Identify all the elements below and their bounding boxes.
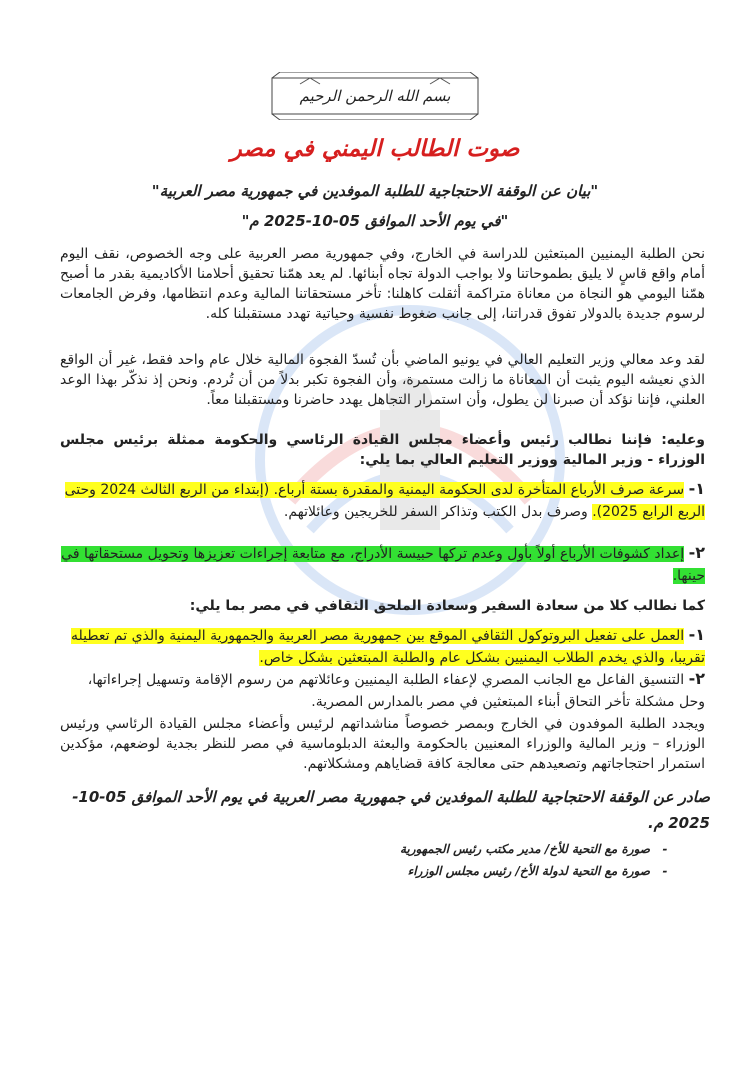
cc-text: صورة مع التحية لدولة الأخ/ رئيس مجلس الوزراء — [407, 864, 650, 878]
demand-highlighted-text: سرعة صرف الأرباع المتأخرة لدى الحكومة اليمنية والمقدرة بستة أرباع. (إبتداء من الربع الثالث 2024 وحتى الربع الرابع 2025). — [64, 482, 705, 520]
demand-number: ١- — [688, 479, 705, 498]
cc-bullet: - — [662, 864, 668, 878]
demand-highlighted-text: العمل على تفعيل البروتوكول الثقافي الموقع بين جمهورية مصر العربية والجمهورية اليمنية والذي تم تعطيله تقريبا، والذي يخدم الطلاب اليمنيين بشكل عام والطلبة المبتعثين بشكل خاص. — [70, 628, 705, 666]
embassy-demand-item-2 — [60, 668, 705, 713]
demand-number: ٢- — [688, 669, 705, 688]
basmala-header — [270, 72, 480, 120]
embassy-demands-intro: كما نطالب كلا من سعادة السفير وسعادة الملحق الثقافي في مصر بما يلي: — [189, 598, 705, 614]
demand-number: ٢- — [688, 543, 705, 562]
promise-paragraph: لقد وعد معالي وزير التعليم العالي في يونيو الماضي بأن تُسدّ الفجوة المالية خلال عام واحد فقط، غير أن الواقع الذي نعيشه اليوم يثبت أن المعاناة ما زالت مستمرة، وأن الفجوة تكبر بدلاً من أن تُردم. ونحن إذ نذكّر بهذا الوعد العلني، فإننا نؤكد أن صبرنا لن يطول، وأن استمرار التجاهل يهدد حاضرنا ومستقبلنا معاً. — [60, 352, 705, 408]
cc-line-2 — [300, 864, 680, 878]
demand-number: ١- — [688, 625, 705, 644]
cc-line-1 — [300, 842, 680, 856]
demand-item-2 — [60, 542, 705, 587]
intro-paragraph: نحن الطلبة اليمنيين المبتعثين للدراسة في الخارج، وفي جمهورية مصر العربية على وجه الخصوص، نقف اليوم أمام واقع قاسٍ لا يليق بطموحاتنا ولا بواجب الدولة تجاه أبنائها. لم يعد همّنا تحقيق أحلامنا الأكاديمية بقدر ما أصبح همّنا اليومي هو النجاة من معاناة متراكمة أثقلت كاهلنا: تأخر مستحقاتنا المالية وعدم انتظامها، وفرض الجامعات لرسوم جديدة بالدولار تفوق قدراتنا، إلى جانب ضغوط نفسية وحياتية تهدد مستقبلنا كله. — [60, 246, 705, 322]
issued-by-statement: صادر عن الوقفة الاحتجاجية للطلبة الموفدين في جمهورية مصر العربية في يوم الأحد الموافق 05-10- 2025 م. — [72, 788, 710, 832]
demand-text: التنسيق الفاعل مع الجانب المصري لإعفاء الطلبة اليمنيين وعائلاتهم من رسوم الإقامة وتسهيل إجراءاتها، وحل مشكلة تأخر التحاق أبناء المبتعثين في مصر بالمدارس المصرية. — [87, 672, 705, 710]
demand-text: وصرف بدل الكتب وتذاكر السفر للخريجين وعائلاتهم. — [283, 504, 593, 520]
closing-paragraph: ويجدد الطلبة الموفدون في الخارج وبمصر خصوصاً مناشداتهم لرئيس وأعضاء مجلس القيادة الرئاسي ورئيس الوزراء – وزير المالية والوزراء المعنيين بالحكومة والبعثة الدبلوماسية في مصر للنظر بجدية لوضعهم، مؤكدين استمرار احتجاجاتهم وتصعيدهم حتى معالجة كافة قضاياهم ومشكلاتهم. — [60, 716, 705, 772]
page-title: صوت الطالب اليمني في مصر — [230, 136, 520, 162]
demand-highlighted-text: إعداد كشوفات الأرباع أولاً بأول وعدم تركها حبيسة الأدراج، مع متابعة إجراءات تعزيزها وتحويل مستحقاتها في حينها. — [61, 546, 705, 584]
cc-text: صورة مع التحية للأخ/ مدير مكتب رئيس الجمهورية — [399, 842, 650, 856]
basmala-text: بسم الله الرحمن الرحيم — [299, 87, 451, 105]
demand-item-1 — [60, 478, 705, 523]
statement-date: "في يوم الأحد الموافق 05-10-2025 م" — [241, 212, 509, 230]
demands-intro: وعليه: فإننا نطالب رئيس وأعضاء مجلس القيادة الرئاسي والحكومة ممثلة برئيس مجلس الوزراء - وزير المالية ووزير التعليم العالي بما يلي: — [60, 432, 705, 468]
embassy-demand-item-1 — [60, 624, 705, 669]
cc-bullet: - — [662, 842, 668, 856]
statement-subtitle: "بيان عن الوقفة الاحتجاجية للطلبة الموفدين في جمهورية مصر العربية" — [151, 182, 599, 200]
